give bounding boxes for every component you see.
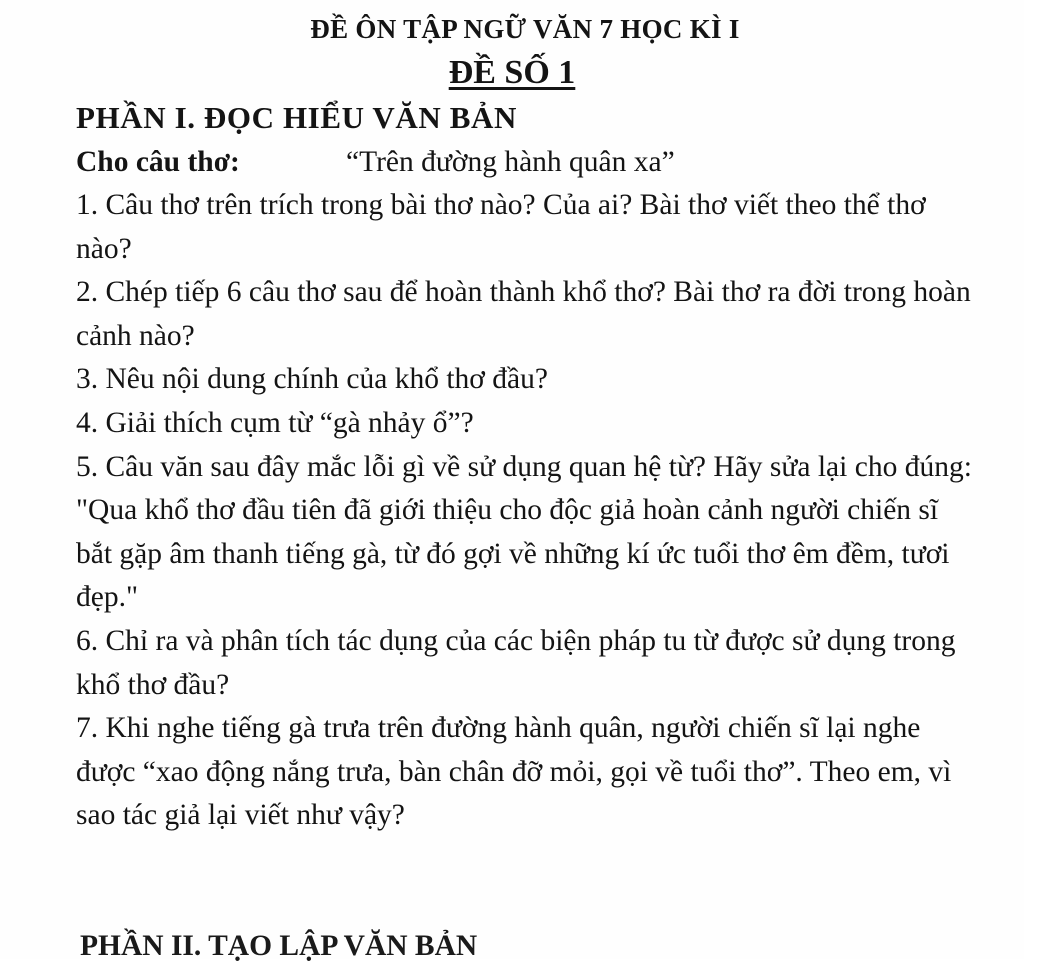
- question-1: 1. Câu thơ trên trích trong bài thơ nào? Của ai? Bài thơ viết theo thể thơ nào?: [76, 189, 926, 265]
- exam-number: ĐỀ SỐ 1: [448, 54, 576, 91]
- given-verse: “Trên đường hành quân xa”: [346, 146, 675, 178]
- quoted-sentence: "Qua khổ thơ đầu tiên đã giới thiệu cho độc giả hoàn cảnh người chiến sĩ bắt gặp âm thanh tiếng gà, từ đó gợi về những kí ức tuổi thơ êm đềm, tươi đẹp.": [76, 494, 950, 614]
- given-label: Cho câu thơ:: [76, 146, 240, 178]
- given-verse-line: [76, 140, 976, 184]
- document-title: ĐỀ ÔN TẬP NGỮ VĂN 7 HỌC KÌ I: [310, 14, 740, 44]
- question-7: 7. Khi nghe tiếng gà trưa trên đường hành quân, người chiến sĩ lại nghe được “xao động nắng trưa, bàn chân đỡ mỏi, gọi về tuổi thơ”. Theo em, vì sao tác giả lại viết như vậy?: [76, 712, 952, 832]
- document-body: [76, 96, 976, 838]
- question-6: 6. Chỉ ra và phân tích tác dụng của các biện pháp tu từ được sử dụng trong khổ thơ đầu?: [76, 624, 956, 701]
- cut-off-section-title: PHẦN II. TẠO LẬP VĂN BẢN: [80, 930, 478, 962]
- question-2: 2. Chép tiếp 6 câu thơ sau để hoàn thành khổ thơ? Bài thơ ra đời trong hoàn cảnh nào?: [76, 276, 971, 352]
- cut-off-text-line: [80, 930, 680, 962]
- question-4: 4. Giải thích cụm từ “gà nhảy ổ”?: [76, 406, 474, 439]
- section-title: PHẦN I. ĐỌC HIỂU VĂN BẢN: [76, 100, 517, 135]
- question-3: 3. Nêu nội dung chính của khổ thơ đầu?: [76, 363, 548, 396]
- question-5: 5. Câu văn sau đây mắc lỗi gì về sử dụng quan hệ từ? Hãy sửa lại cho đúng:: [76, 450, 972, 483]
